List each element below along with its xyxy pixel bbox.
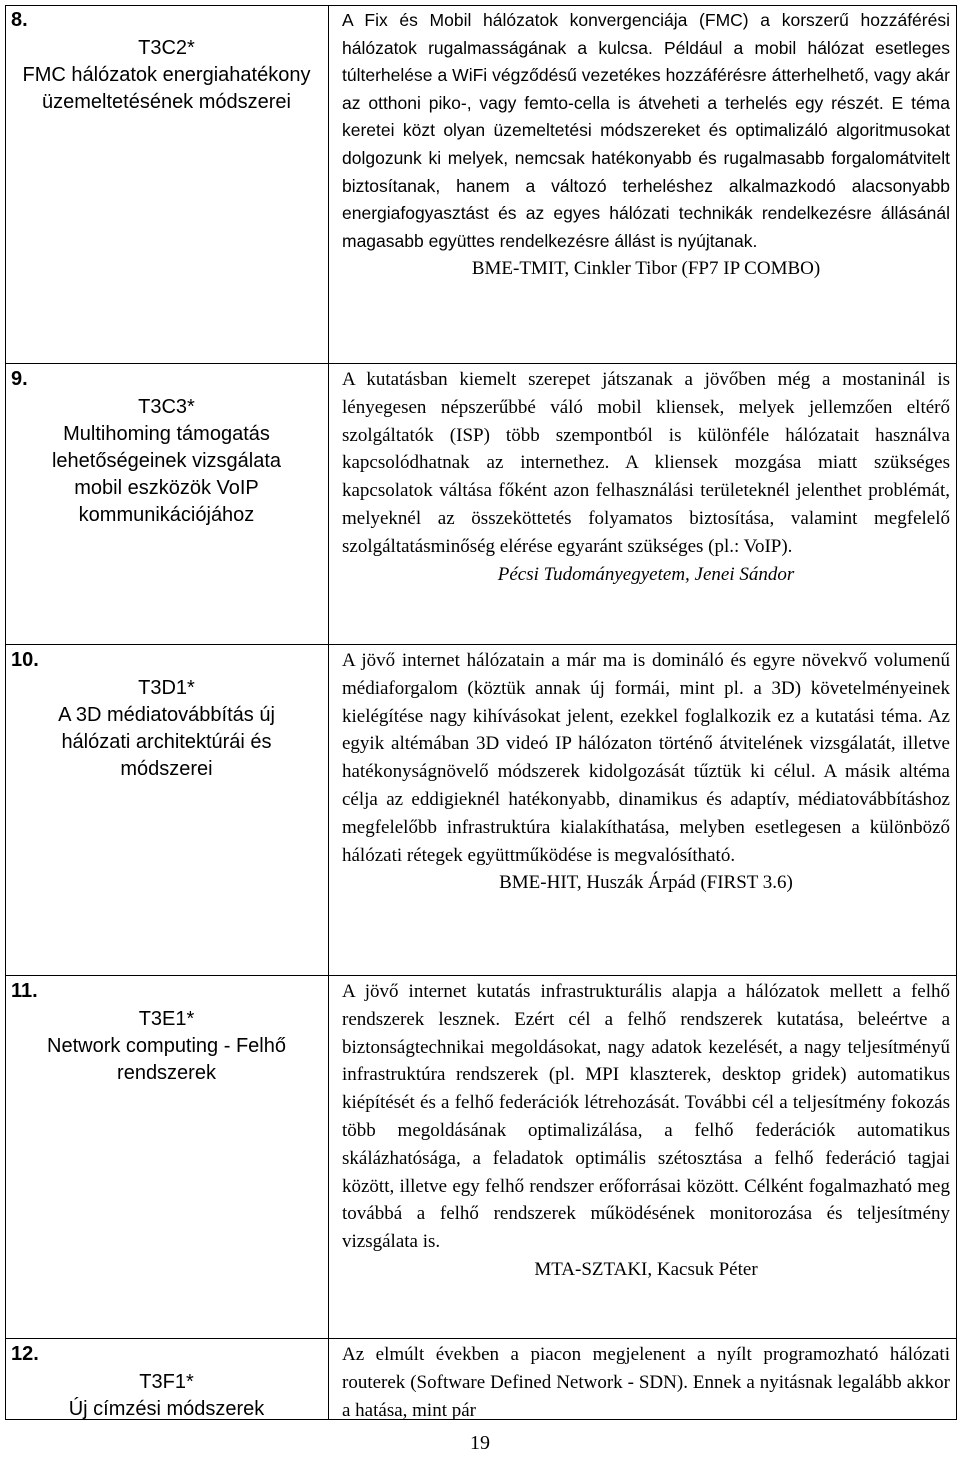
description-cell — [342, 647, 950, 897]
topic-cell — [5, 1341, 328, 1423]
topic-title: A 3D médiatovábbítás új hálózati architektúrái és módszerei — [58, 704, 275, 780]
author-line: BME-HIT, Huszák Árpád (FIRST 3.6) — [499, 872, 793, 894]
topic-code: T3F1* — [139, 1371, 194, 1393]
row-number: 9. — [11, 368, 28, 390]
description-cell — [342, 366, 950, 588]
table-row — [5, 5, 957, 363]
topic-cell — [5, 366, 328, 529]
topic-cell — [5, 7, 328, 116]
author-line: Pécsi Tudományegyetem, Jenei Sándor — [497, 563, 795, 585]
table-row — [5, 364, 957, 644]
topic-title: Multihoming támogatás lehetőségeinek vizsgálata mobil eszközök VoIP kommunikációjához — [51, 423, 282, 526]
page-number: 19 — [470, 1432, 490, 1454]
row-number: 10. — [11, 649, 39, 671]
topic-code: T3E1* — [138, 1008, 195, 1030]
topic-title: Network computing - Felhő rendszerek — [47, 1035, 286, 1084]
topic-title: Új címzési módszerek — [68, 1398, 265, 1420]
author-line: BME-TMIT, Cinkler Tibor (FP7 IP COMBO) — [471, 258, 821, 280]
table-row — [5, 645, 957, 975]
description-text: A kutatásban kiemelt szerepet játszanak a jövőben még a mostaninál is lényegesen népszerűbbé váló mobil kliensek, melyek jellemzően eltérő szolgáltatók (ISP) több szempontból is különféle hálózatait használva kapcsolódhatnak az internethez. A kliensek mozgása miatt szükséges kapcsolatok váltása főként azon felhasználási területeknél jelenthet problémát, melyeknél az összeköttetés folyamatos biztosítása, valamint megfelelő szolgáltatásminőség elérése egyaránt szükséges (pl.: VoIP). — [342, 369, 950, 557]
topic-code: T3C3* — [138, 396, 195, 418]
description-cell — [342, 7, 950, 283]
topic-title: FMC hálózatok energiahatékony üzemeltetésének módszerei — [22, 64, 311, 113]
row-number: 12. — [11, 1343, 39, 1365]
row-number: 11. — [11, 980, 38, 1002]
description-text: A jövő internet hálózatain a már ma is domináló és egyre növekvő volumenű médiaforgalom (köztük annak új formái, mint pl. a 3D) követelményeinek kielégítése nagy kihívásokat jelent, ezekkel foglalkozik ez a kutatási téma. Az egyik altémában 3D videó IP hálózaton történő átvitelének vizsgálatát, illetve hatékonyságnövelő módszerek kidolgozását tűztük ki célul. A másik altéma célja az eddigieknél hatékonyabb, dinamikus és adaptív, médiatovábbításhoz megfelelőbb infrastruktúra kialakíthatása, melyben esetlegesen a különböző hálózati rétegek együttműködése is megvalósítható. — [342, 650, 950, 866]
description-cell — [342, 1341, 950, 1424]
topic-code: T3D1* — [138, 677, 195, 699]
topic-code: T3C2* — [138, 37, 195, 59]
description-text: A jövő internet kutatás infrastrukturális alapja a hálózatok mellett a felhő rendszerek lesznek. Ezért cél a felhő rendszerek kutatása, beleértve a biztonságtechnikai megoldásokat, nagy adatok kezelését, a nagy teljesítményű infrastruktúra rendszerek (pl. MPI klaszterek, desktop gridek) automatikus kiépítését és a felhő federációk létrehozását. További cél a teljesítmény fokozás több megoldásának optimalizálása, a felhő federációk automatikus skálázhatósága, a feladatok optimális szétosztása a felhő federáció tagjai között, illetve egy felhő rendszer erőforrásai között. Célként fogalmazható meg továbbá a felhő rendszerek működésének monitorozása és teljesítmény vizsgálata is. — [342, 981, 950, 1253]
description-text: A Fix és Mobil hálózatok konvergenciája (FMC) a korszerű hozzáférési hálózatok rugalmasságának a kulcsa. Például a mobil hálózat esetleges túlterhelése a WiFi végződésű vezetékes hozzáférésre átterhelhető, vagy akár az otthoni piko-, vagy femto-cella is átveheti a terhelés egy részét. E téma keretei közt olyan üzemeltetési módszereket és optimalizáló algoritmusokat dolgozunk ki melyek, nemcsak hatékonyabb és rugalmasabb forgalomátvitelt biztosítanak, hanem a változó terheléshez alkalmazkodó alacsonyabb energiafogyasztást és az egyes hálózati technikák rendelkezésre állásánál magasabb együttes rendelkezésre állást is nyújtanak. — [342, 10, 950, 251]
topic-cell — [5, 647, 328, 783]
description-cell — [342, 978, 950, 1284]
description-text: Az elmúlt években a piacon megjelenent a nyílt programozható hálózati routerek (Software Defined Network - SDN). Ennek a nyitásnak legalább akkor a hatása, mint pár — [342, 1344, 950, 1421]
table-row — [5, 1339, 957, 1419]
row-number: 8. — [11, 9, 28, 31]
table-row — [5, 976, 957, 1338]
topic-cell — [5, 978, 328, 1087]
author-line: MTA-SZTAKI, Kacsuk Péter — [534, 1258, 758, 1280]
